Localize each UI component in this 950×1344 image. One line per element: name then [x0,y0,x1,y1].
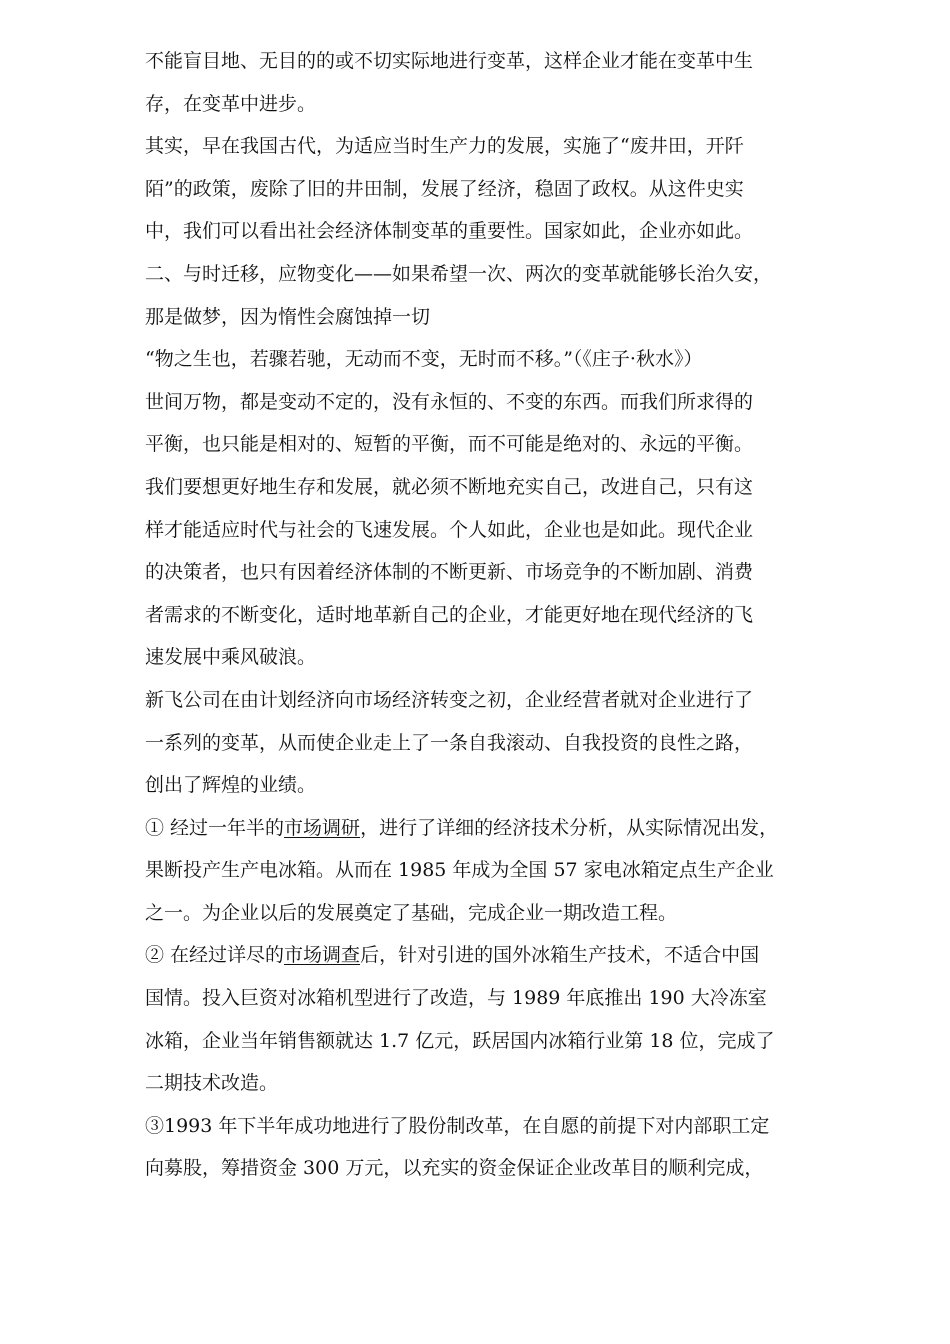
list-item-1-suffix: ，进行了详细的经济技术分析，从实际情况出发， [360,816,779,839]
market-research-link: 市场调研 [284,816,361,839]
text-line: 世间万物，都是变动不定的，没有永恒的、不变的东西。而我们所求得的 [145,390,754,413]
text-line: 冰箱，企业当年销售额就达 1.7 亿元，跃居国内冰箱行业第 18 位，完成了 [145,1029,775,1052]
document-body [145,40,885,1190]
text-line: 其实，早在我国古代，为适应当时生产力的发展，实施了“废井田，开阡 [145,135,744,158]
text-line: 不能盲目地、无目的的或不切实际地进行变革，这样企业才能在变革中生 [145,50,754,72]
list-item-2-prefix: ② 在经过详尽的 [145,944,285,967]
text-line: 二期技术改造。 [145,1072,279,1095]
text-line: 创出了辉煌的业绩。 [145,774,317,797]
text-line: 果断投产生产电冰箱。从而在 1985 年成为全国 57 家电冰箱定点生产企业 [145,859,774,882]
text-line: 国情。投入巨资对冰箱机型进行了改造，与 1989 年底推出 190 大冷冻室 [145,987,767,1010]
text-line: 一系列的变革，从而使企业走上了一条自我滚动、自我投资的良性之路， [145,731,754,754]
list-item-2-line [145,934,885,977]
text-line: 存，在变革中进步。 [145,92,317,115]
text-line: 平衡，也只能是相对的、短暂的平衡，而不可能是绝对的、永远的平衡。 [145,433,754,456]
text-line: 新飞公司在由计划经济向市场经济转变之初，企业经营者就对企业进行了 [145,688,754,711]
list-item-2-suffix: 后，针对引进的国外冰箱生产技术，不适合中国 [360,944,760,967]
section-heading-line: 那是做梦，因为惰性会腐蚀掉一切 [145,305,431,328]
text-line: 样才能适应时代与社会的飞速发展。个人如此，企业也是如此。现代企业 [145,518,754,541]
quote-line: “物之生也，若骤若驰，无动而不变，无时而不移。”（《庄子·秋水》） [145,348,703,371]
text-line: 之一。为企业以后的发展奠定了基础，完成企业一期改造工程。 [145,901,678,924]
list-item-3-line: ③1993 年下半年成功地进行了股份制改革，在自愿的前提下对内部职工定 [145,1114,770,1137]
list-item-1-prefix: ① 经过一年半的 [145,816,285,839]
market-survey-link: 市场调查 [284,944,361,967]
text-line: 我们要想更好地生存和发展，就必须不断地充实自己，改进自己，只有这 [145,475,754,498]
text-line: 的决策者，也只有因着经济体制的不断更新、市场竞争的不断加剧、消费 [145,561,754,584]
text-line: 陌”的政策，废除了旧的井田制，发展了经济，稳固了政权。从这件史实 [145,177,744,200]
text-line: 速发展中乘风破浪。 [145,646,317,669]
text-line: 向募股，筹措资金 300 万元，以充实的资金保证企业改革目的顺利完成， [145,1157,764,1180]
text-line: 者需求的不断变化，适时地革新自己的企业，才能更好地在现代经济的飞 [145,603,754,626]
list-item-1-line [145,807,885,850]
section-heading-line: 二、与时迁移，应物变化——如果希望一次、两次的变革就能够长治久安， [145,262,773,285]
text-line: 中，我们可以看出社会经济体制变革的重要性。国家如此，企业亦如此。 [145,220,754,243]
